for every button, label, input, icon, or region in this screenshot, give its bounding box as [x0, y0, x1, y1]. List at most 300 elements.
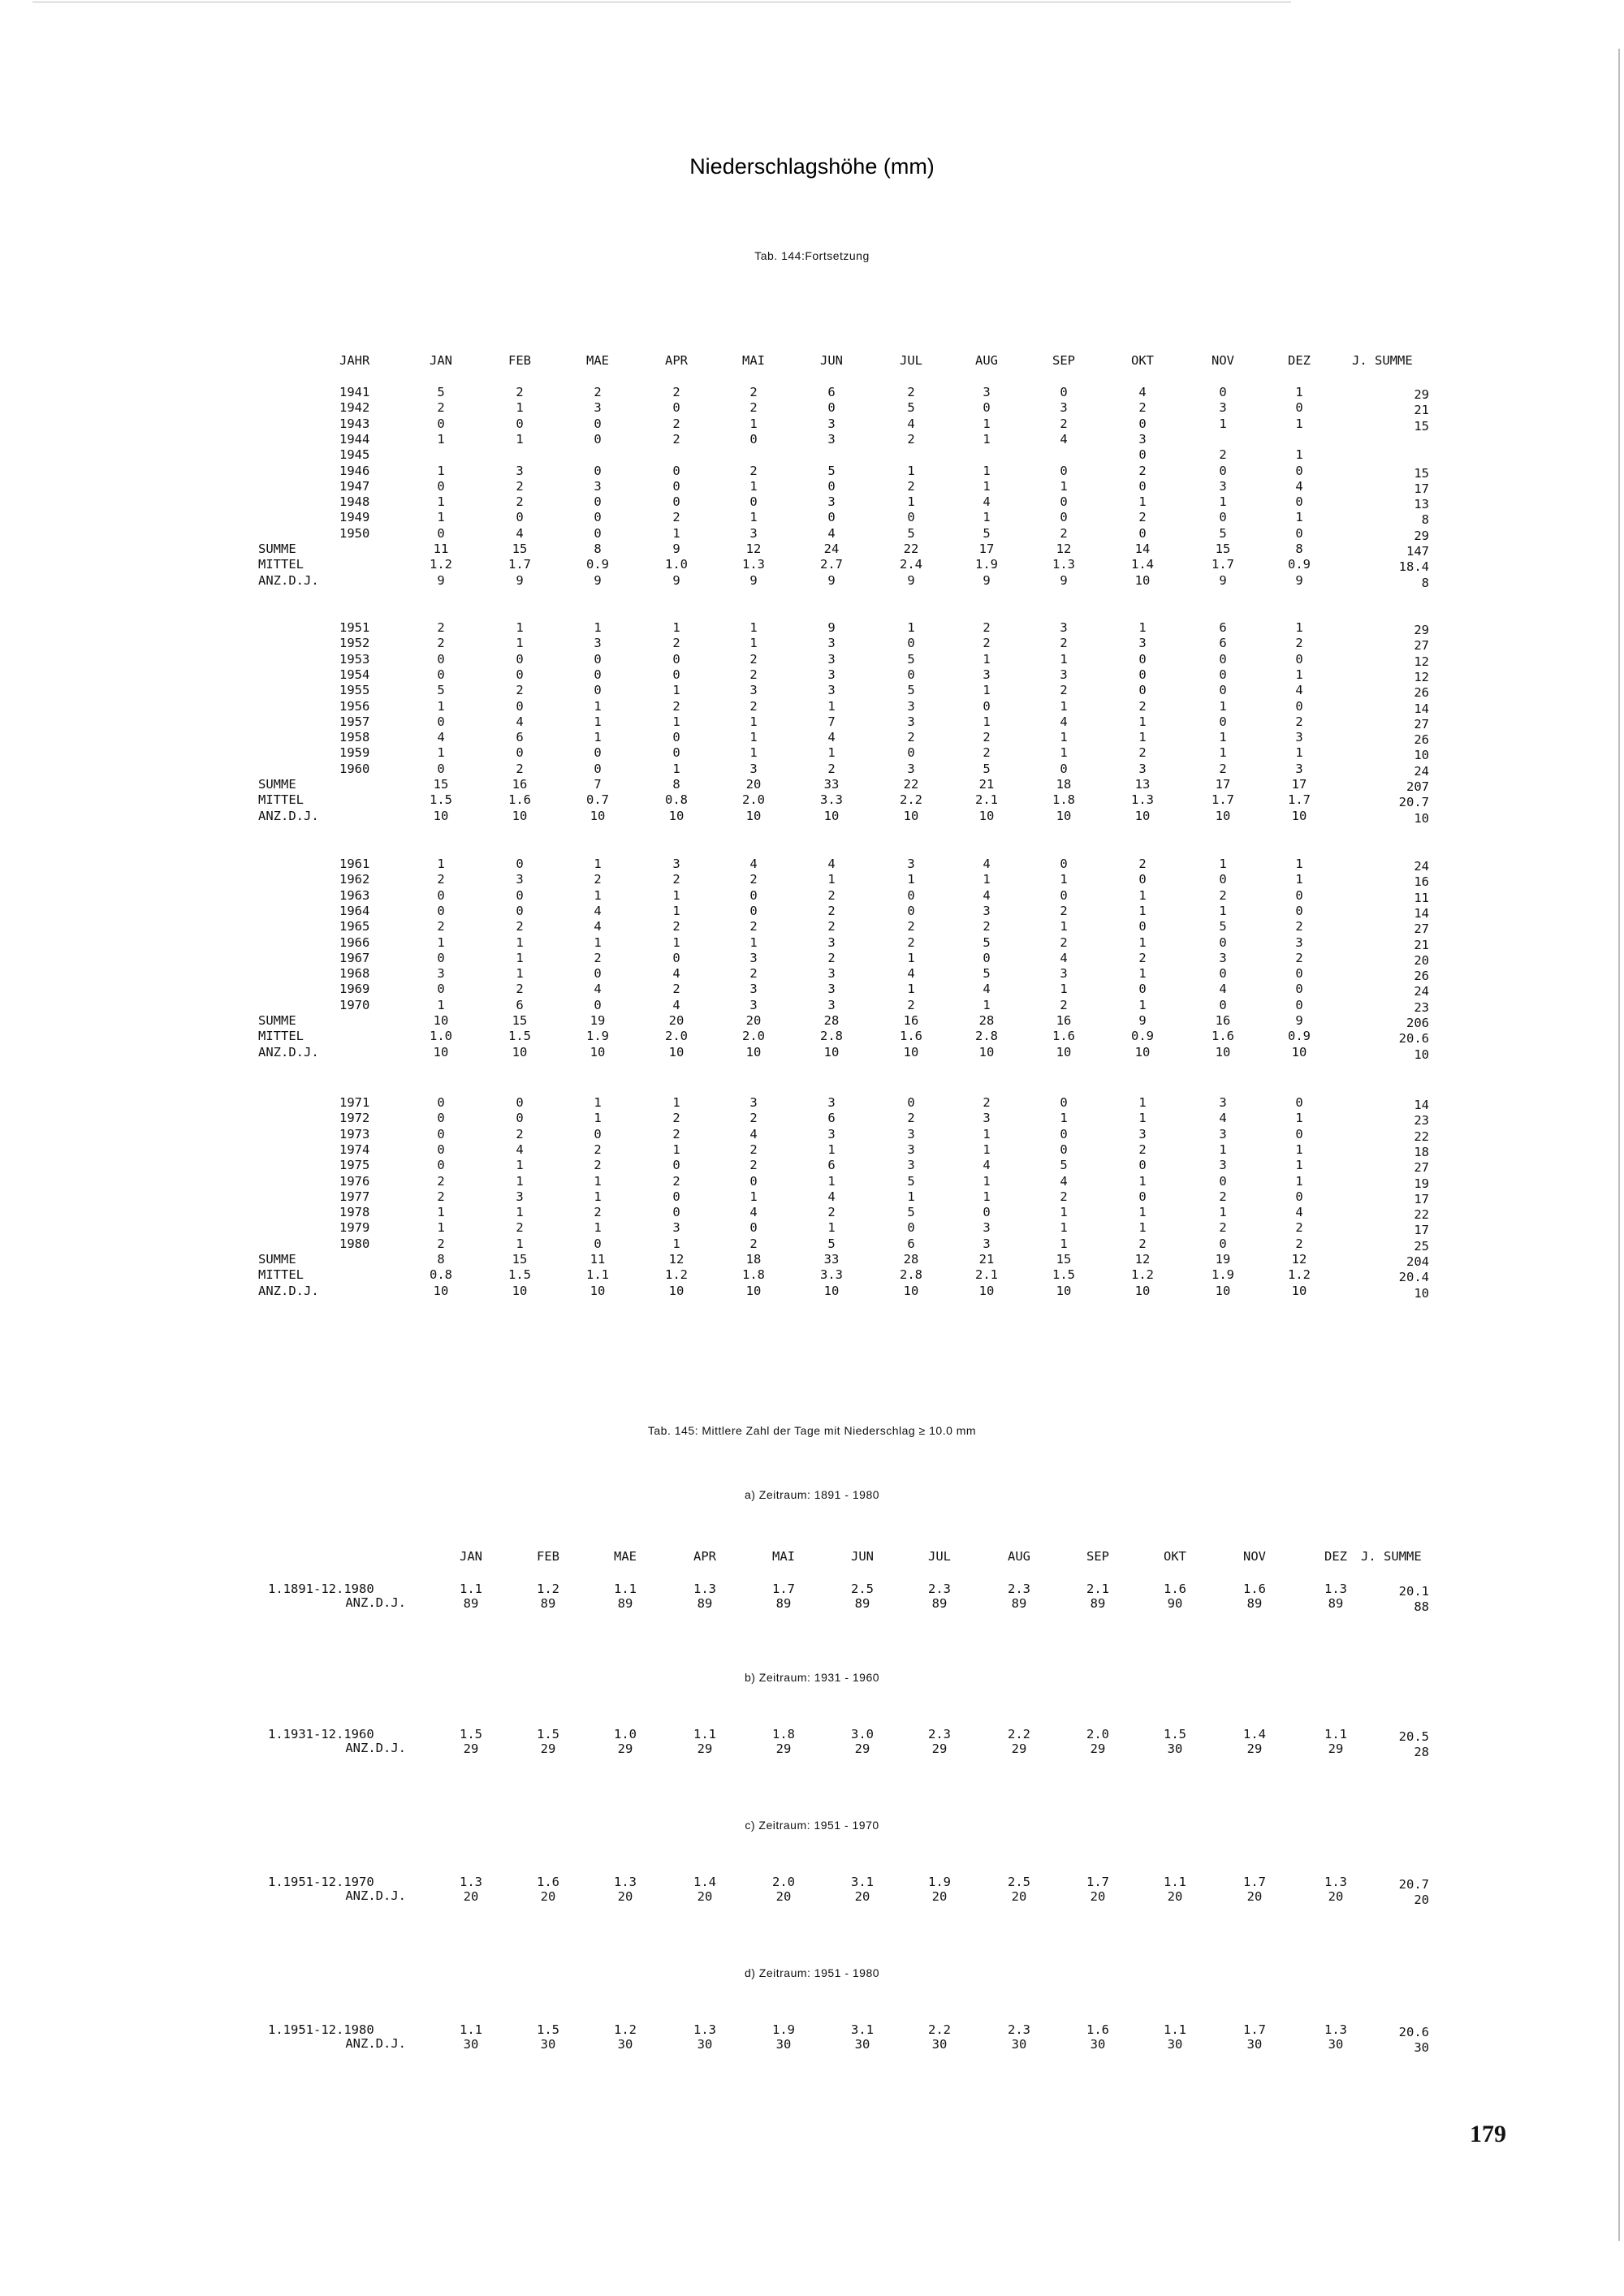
table-cell: 2 — [907, 385, 915, 399]
mittel-cell: 0.9 — [1288, 1029, 1311, 1044]
table-cell: 0 — [516, 1095, 524, 1110]
table-cell: 7 — [827, 714, 836, 729]
year-label: 1947 — [339, 478, 370, 494]
summe-annual-cell: 147 — [1406, 544, 1429, 559]
table-cell: 1 — [516, 966, 524, 982]
table-cell: 2 — [1138, 510, 1147, 525]
table-cell: 4 — [827, 525, 836, 541]
table-cell: 3 — [827, 982, 836, 997]
table-cell: 4 — [749, 1205, 758, 1220]
table-cell: 0 — [749, 431, 758, 447]
anz-cell: 20 — [1246, 1889, 1263, 1904]
table-cell: 3 — [907, 857, 915, 871]
table-cell: 1 — [1060, 1111, 1068, 1126]
anz-label: ANZ.D.J. — [345, 2036, 406, 2051]
year-label: 1980 — [339, 1236, 370, 1251]
tab144-header-apr: APR — [665, 353, 688, 368]
table-cell: 0 — [1295, 903, 1303, 918]
table-cell: 0 — [437, 416, 445, 431]
summe-cell: 22 — [903, 777, 919, 792]
mean-cell: 2.5 — [851, 1582, 874, 1596]
table-cell: 1 — [907, 982, 915, 997]
mittel-cell: 1.6 — [1212, 1029, 1234, 1044]
year-label: 1951 — [339, 620, 370, 635]
anz-cell: 30 — [1167, 1741, 1183, 1756]
table-cell: 4 — [827, 730, 836, 745]
tab145-header-jsumme: J. SUMME — [1361, 1549, 1422, 1564]
summe-cell: 12 — [668, 1252, 685, 1267]
mean-cell: 1.9 — [772, 2022, 795, 2037]
table-cell: 4 — [983, 982, 991, 997]
annual-sum-cell: 24 — [1414, 763, 1429, 779]
table-cell: 2 — [437, 1173, 445, 1189]
mean-cell: 1.9 — [928, 1875, 951, 1889]
table-cell: 1 — [672, 1236, 680, 1251]
summe-cell: 17 — [1291, 777, 1307, 792]
table-cell: 4 — [516, 714, 524, 729]
table-cell: 2 — [749, 1236, 758, 1251]
table-cell: 1 — [749, 934, 758, 950]
mittel-cell: 1.3 — [742, 557, 765, 572]
table-cell: 3 — [749, 683, 758, 698]
table-cell: 2 — [1295, 636, 1303, 651]
table-cell: 2 — [1138, 400, 1147, 416]
table-cell: 0 — [1138, 667, 1147, 682]
table-cell: 4 — [907, 966, 915, 982]
anz-annual-cell: 10 — [1414, 1285, 1429, 1301]
table-cell: 0 — [749, 903, 758, 918]
tab145-header-feb: FEB — [537, 1549, 559, 1564]
table-cell: 1 — [437, 997, 445, 1012]
summe-cell: 28 — [903, 1252, 919, 1267]
table-cell: 2 — [907, 997, 915, 1012]
anz-cell: 9 — [516, 572, 524, 588]
table-cell: 1 — [1060, 651, 1068, 667]
row-label-mittel: MITTEL — [258, 792, 304, 808]
table-cell: 3 — [983, 667, 991, 682]
table-cell: 0 — [1060, 494, 1068, 510]
table-cell: 0 — [1060, 463, 1068, 478]
table-cell: 1 — [437, 463, 445, 478]
year-label: 1960 — [339, 761, 370, 776]
annual-sum-cell: 29 — [1414, 387, 1429, 402]
table-cell: 0 — [1219, 872, 1227, 887]
table-cell: 0 — [1060, 1095, 1068, 1110]
table-cell: 0 — [672, 1158, 680, 1173]
table-cell: 3 — [749, 1095, 758, 1110]
year-label: 1945 — [339, 447, 370, 463]
table-cell: 1 — [1138, 1173, 1147, 1189]
table-cell: 0 — [437, 1111, 445, 1126]
table-cell: 0 — [983, 698, 991, 714]
table-cell: 3 — [1060, 620, 1068, 635]
mittel-cell: 1.2 — [430, 557, 452, 572]
annual-sum-cell: 21 — [1414, 403, 1429, 418]
summe-cell: 22 — [903, 542, 919, 556]
table-cell: 2 — [907, 478, 915, 494]
table-cell: 0 — [1060, 1142, 1068, 1157]
table-cell: 1 — [516, 950, 524, 965]
summe-cell: 28 — [823, 1013, 840, 1028]
table-cell: 3 — [827, 934, 836, 950]
table-cell: 3 — [1219, 400, 1227, 416]
table-cell: 0 — [516, 857, 524, 871]
table-cell: 2 — [827, 950, 836, 965]
summe-cell: 7 — [594, 777, 602, 792]
table-cell: 1 — [1138, 903, 1147, 918]
mittel-cell: 0.9 — [1131, 1029, 1154, 1044]
anz-cell: 10 — [745, 808, 762, 823]
table-cell: 2 — [672, 919, 680, 934]
table-cell: 1 — [516, 1236, 524, 1251]
row-label-anz: ANZ.D.J. — [258, 1283, 319, 1298]
table-cell: 2 — [983, 636, 991, 651]
mean-cell: 2.3 — [1008, 1582, 1030, 1596]
mittel-cell: 1.8 — [1052, 792, 1075, 808]
table-cell: 1 — [1295, 1173, 1303, 1189]
mittel-annual-cell: 20.7 — [1398, 795, 1429, 810]
table-cell: 2 — [1138, 857, 1147, 871]
annual-sum-cell: 22 — [1414, 1207, 1429, 1223]
table-cell: 2 — [1060, 934, 1068, 950]
table-cell: 4 — [1138, 385, 1147, 399]
table-cell: 4 — [594, 903, 602, 918]
mean-cell: 2.3 — [928, 1582, 951, 1596]
mittel-cell: 1.2 — [1131, 1267, 1154, 1283]
table-cell: 4 — [516, 1142, 524, 1157]
summe-cell: 19 — [590, 1013, 606, 1028]
period-label: 1.1931-12.1960 — [268, 1727, 374, 1741]
table-cell: 2 — [749, 966, 758, 982]
mittel-cell: 1.7 — [1212, 792, 1234, 808]
year-label: 1978 — [339, 1205, 370, 1220]
table-cell: 3 — [516, 872, 524, 887]
table-cell: 0 — [516, 667, 524, 682]
table-cell: 1 — [1219, 857, 1227, 871]
table-cell: 0 — [672, 400, 680, 416]
mean-cell: 2.2 — [928, 2022, 951, 2037]
table-cell: 1 — [1060, 478, 1068, 494]
table-cell: 3 — [749, 982, 758, 997]
table-cell: 5 — [983, 966, 991, 982]
summe-cell: 15 — [512, 1013, 528, 1028]
table-cell: 4 — [516, 525, 524, 541]
annual-sum-cell: 13 — [1414, 497, 1429, 512]
table-cell: 2 — [827, 903, 836, 918]
mittel-cell: 1.2 — [1288, 1267, 1311, 1283]
table-cell: 1 — [594, 1111, 602, 1126]
mean-cell: 1.1 — [460, 1582, 482, 1596]
summe-cell: 9 — [1295, 1013, 1303, 1028]
row-label-anz: ANZ.D.J. — [258, 1044, 319, 1060]
row-label-summe: SUMME — [258, 1013, 296, 1028]
anz-cell: 30 — [1090, 2037, 1106, 2052]
table-cell: 2 — [672, 698, 680, 714]
table-cell: 1 — [437, 510, 445, 525]
mean-cell: 1.6 — [1086, 2022, 1109, 2037]
table-cell: 2 — [1060, 997, 1068, 1012]
table-cell: 2 — [749, 872, 758, 887]
table-cell: 4 — [1219, 1111, 1227, 1126]
table-cell: 0 — [594, 745, 602, 761]
tab144-header-jan: JAN — [430, 353, 452, 368]
summe-annual-cell: 207 — [1406, 779, 1429, 794]
table-cell: 4 — [1060, 714, 1068, 729]
table-cell: 1 — [1295, 745, 1303, 761]
table-cell: 3 — [907, 1126, 915, 1142]
table-cell: 0 — [594, 525, 602, 541]
table-cell: 1 — [1295, 1111, 1303, 1126]
anz-cell: 30 — [1328, 2037, 1344, 2052]
anz-cell: 9 — [1219, 572, 1227, 588]
table-cell: 2 — [1219, 447, 1227, 463]
table-cell: 1 — [749, 416, 758, 431]
table-cell: 3 — [827, 966, 836, 982]
table-cell: 3 — [516, 1189, 524, 1204]
table-cell: 2 — [516, 919, 524, 934]
table-cell: 2 — [1060, 683, 1068, 698]
table-cell: 2 — [983, 745, 991, 761]
mittel-cell: 2.8 — [975, 1029, 998, 1044]
tab145-header-jan: JAN — [460, 1549, 482, 1564]
year-label: 1959 — [339, 745, 370, 761]
anz-annual-cell: 8 — [1421, 575, 1429, 590]
table-cell: 2 — [983, 620, 991, 635]
table-cell: 0 — [1138, 651, 1147, 667]
table-cell: 2 — [1060, 636, 1068, 651]
table-cell: 5 — [907, 683, 915, 698]
table-cell: 5 — [907, 1205, 915, 1220]
anz-cell: 10 — [1291, 1044, 1307, 1060]
table-cell: 1 — [827, 698, 836, 714]
anz-cell: 20 — [1167, 1889, 1183, 1904]
anz-cell: 89 — [697, 1596, 713, 1611]
table-cell: 4 — [1295, 1205, 1303, 1220]
table-cell: 1 — [749, 636, 758, 651]
mittel-cell: 1.4 — [1131, 557, 1154, 572]
table-cell: 0 — [672, 745, 680, 761]
tab144-header-jahr: JAHR — [339, 353, 370, 368]
table-cell: 6 — [907, 1236, 915, 1251]
table-cell: 3 — [907, 714, 915, 729]
annual-sum-cell: 12 — [1414, 654, 1429, 669]
mittel-annual-cell: 20.4 — [1398, 1270, 1429, 1285]
table-cell: 6 — [827, 1158, 836, 1173]
mittel-cell: 2.2 — [900, 792, 922, 808]
mean-cell: 1.3 — [693, 1582, 716, 1596]
annual-sum-cell: 20 — [1414, 952, 1429, 968]
table-cell: 1 — [1138, 714, 1147, 729]
mittel-cell: 0.8 — [430, 1267, 452, 1283]
mean-cell: 1.1 — [614, 1582, 637, 1596]
table-cell: 2 — [749, 385, 758, 399]
mean-cell: 1.1 — [1324, 1727, 1347, 1741]
table-cell: 1 — [907, 1189, 915, 1204]
table-cell: 0 — [1060, 857, 1068, 871]
table-cell: 2 — [907, 934, 915, 950]
year-label: 1963 — [339, 887, 370, 903]
annual-sum-cell: 27 — [1414, 638, 1429, 654]
table-cell: 2 — [1138, 1236, 1147, 1251]
anz-cell: 29 — [854, 1741, 870, 1756]
anz-cell: 89 — [463, 1596, 479, 1611]
table-cell: 0 — [1295, 1189, 1303, 1204]
table-cell: 2 — [1060, 416, 1068, 431]
anz-cell: 20 — [463, 1889, 479, 1904]
mittel-cell: 2.8 — [820, 1029, 843, 1044]
table-cell: 0 — [1295, 698, 1303, 714]
table-cell: 1 — [1295, 1142, 1303, 1157]
table-cell: 1 — [594, 714, 602, 729]
scan-edge-right — [1618, 49, 1620, 2241]
table-cell: 3 — [1138, 636, 1147, 651]
table-cell: 3 — [594, 478, 602, 494]
table-cell: 1 — [1219, 1142, 1227, 1157]
table-cell: 0 — [1295, 463, 1303, 478]
summe-cell: 8 — [672, 777, 680, 792]
summe-cell: 15 — [1056, 1252, 1072, 1267]
table-cell: 0 — [907, 887, 915, 903]
mean-cell: 1.1 — [1164, 2022, 1186, 2037]
mean-cell: 1.2 — [537, 1582, 559, 1596]
table-cell: 0 — [749, 1173, 758, 1189]
table-cell: 3 — [1060, 966, 1068, 982]
table-cell: 1 — [907, 620, 915, 635]
table-cell: 2 — [827, 887, 836, 903]
table-cell: 1 — [594, 857, 602, 871]
table-cell: 0 — [749, 494, 758, 510]
mean-cell: 1.6 — [537, 1875, 559, 1889]
table-cell: 4 — [594, 982, 602, 997]
summe-annual-cell: 204 — [1406, 1254, 1429, 1269]
table-cell: 1 — [827, 1173, 836, 1189]
table-cell: 3 — [1219, 950, 1227, 965]
table-cell: 1 — [1219, 1205, 1227, 1220]
table-cell: 6 — [1219, 636, 1227, 651]
table-cell: 0 — [1219, 966, 1227, 982]
table-cell: 1 — [827, 745, 836, 761]
table-cell: 2 — [983, 730, 991, 745]
mean-cell: 1.5 — [537, 1727, 559, 1741]
table-cell: 1 — [907, 463, 915, 478]
tab144-header-jul: JUL — [900, 353, 922, 368]
table-cell: 1 — [1295, 416, 1303, 431]
mittel-cell: 1.8 — [742, 1267, 765, 1283]
table-cell: 1 — [594, 934, 602, 950]
table-cell: 1 — [749, 745, 758, 761]
table-cell: 1 — [516, 620, 524, 635]
mittel-cell: 1.5 — [508, 1029, 531, 1044]
table-cell: 3 — [516, 463, 524, 478]
table-cell: 4 — [1219, 982, 1227, 997]
tab144-header-aug: AUG — [975, 353, 998, 368]
mittel-cell: 2.7 — [820, 557, 843, 572]
table-cell: 1 — [1219, 416, 1227, 431]
table-cell: 3 — [827, 431, 836, 447]
summe-cell: 12 — [1134, 1252, 1151, 1267]
row-label-mittel: MITTEL — [258, 557, 304, 572]
anz-cell: 20 — [617, 1889, 633, 1904]
table-cell: 2 — [749, 463, 758, 478]
summe-cell: 12 — [1291, 1252, 1307, 1267]
table-cell: 2 — [672, 385, 680, 399]
year-label: 1958 — [339, 730, 370, 745]
table-cell: 2 — [749, 667, 758, 682]
annual-sum-cell: 27 — [1414, 1160, 1429, 1176]
annual-sum-cell: 26 — [1414, 732, 1429, 748]
table-cell: 1 — [594, 1173, 602, 1189]
year-label: 1954 — [339, 667, 370, 682]
table-cell: 5 — [907, 400, 915, 416]
table-cell: 0 — [907, 667, 915, 682]
mean-cell: 1.3 — [460, 1875, 482, 1889]
anz-cell: 89 — [617, 1596, 633, 1611]
table-cell: 0 — [594, 416, 602, 431]
table-cell: 0 — [672, 494, 680, 510]
summe-cell: 11 — [433, 542, 449, 556]
tab145-header-aug: AUG — [1008, 1549, 1030, 1564]
mittel-cell: 0.8 — [665, 792, 688, 808]
table-cell: 3 — [672, 857, 680, 871]
year-label: 1961 — [339, 857, 370, 871]
anz-cell: 30 — [1167, 2037, 1183, 2052]
table-cell: 1 — [983, 1189, 991, 1204]
anz-cell: 10 — [590, 1283, 606, 1298]
table-cell: 2 — [907, 431, 915, 447]
tab145-header-dez: DEZ — [1324, 1549, 1347, 1564]
table-cell: 2 — [437, 636, 445, 651]
table-cell: 2 — [672, 416, 680, 431]
anz-cell: 10 — [590, 808, 606, 823]
tab144-header-dez: DEZ — [1288, 353, 1311, 368]
table-cell: 5 — [907, 525, 915, 541]
table-cell: 3 — [1295, 934, 1303, 950]
table-cell: 1 — [1060, 698, 1068, 714]
table-cell: 0 — [1219, 667, 1227, 682]
table-cell: 1 — [983, 1126, 991, 1142]
summe-cell: 24 — [823, 542, 840, 556]
table-cell: 1 — [594, 1189, 602, 1204]
anz-cell: 9 — [594, 572, 602, 588]
table-cell: 2 — [1295, 1236, 1303, 1251]
table-cell: 1 — [983, 416, 991, 431]
table-cell: 0 — [1138, 447, 1147, 463]
summe-cell: 16 — [1215, 1013, 1231, 1028]
table-cell: 0 — [437, 1095, 445, 1110]
mittel-cell: 1.2 — [665, 1267, 688, 1283]
tab144-caption: Tab. 144:Fortsetzung — [754, 249, 870, 262]
table-cell: 0 — [1295, 1095, 1303, 1110]
table-cell: 1 — [983, 431, 991, 447]
year-label: 1968 — [339, 966, 370, 982]
table-cell: 1 — [1295, 447, 1303, 463]
table-cell: 1 — [672, 620, 680, 635]
mean-cell: 2.2 — [1008, 1727, 1030, 1741]
annual-sum-cell: 24 — [1414, 859, 1429, 874]
table-cell: 3 — [749, 525, 758, 541]
table-cell: 2 — [827, 919, 836, 934]
table-cell: 0 — [1060, 761, 1068, 776]
table-cell: 3 — [827, 494, 836, 510]
table-cell: 1 — [516, 1205, 524, 1220]
row-label-summe: SUMME — [258, 542, 296, 556]
table-cell: 5 — [827, 463, 836, 478]
table-cell: 3 — [827, 997, 836, 1012]
table-cell: 2 — [516, 478, 524, 494]
anz-cell: 9 — [437, 572, 445, 588]
table-cell: 2 — [1138, 1142, 1147, 1157]
anz-cell: 10 — [512, 1283, 528, 1298]
